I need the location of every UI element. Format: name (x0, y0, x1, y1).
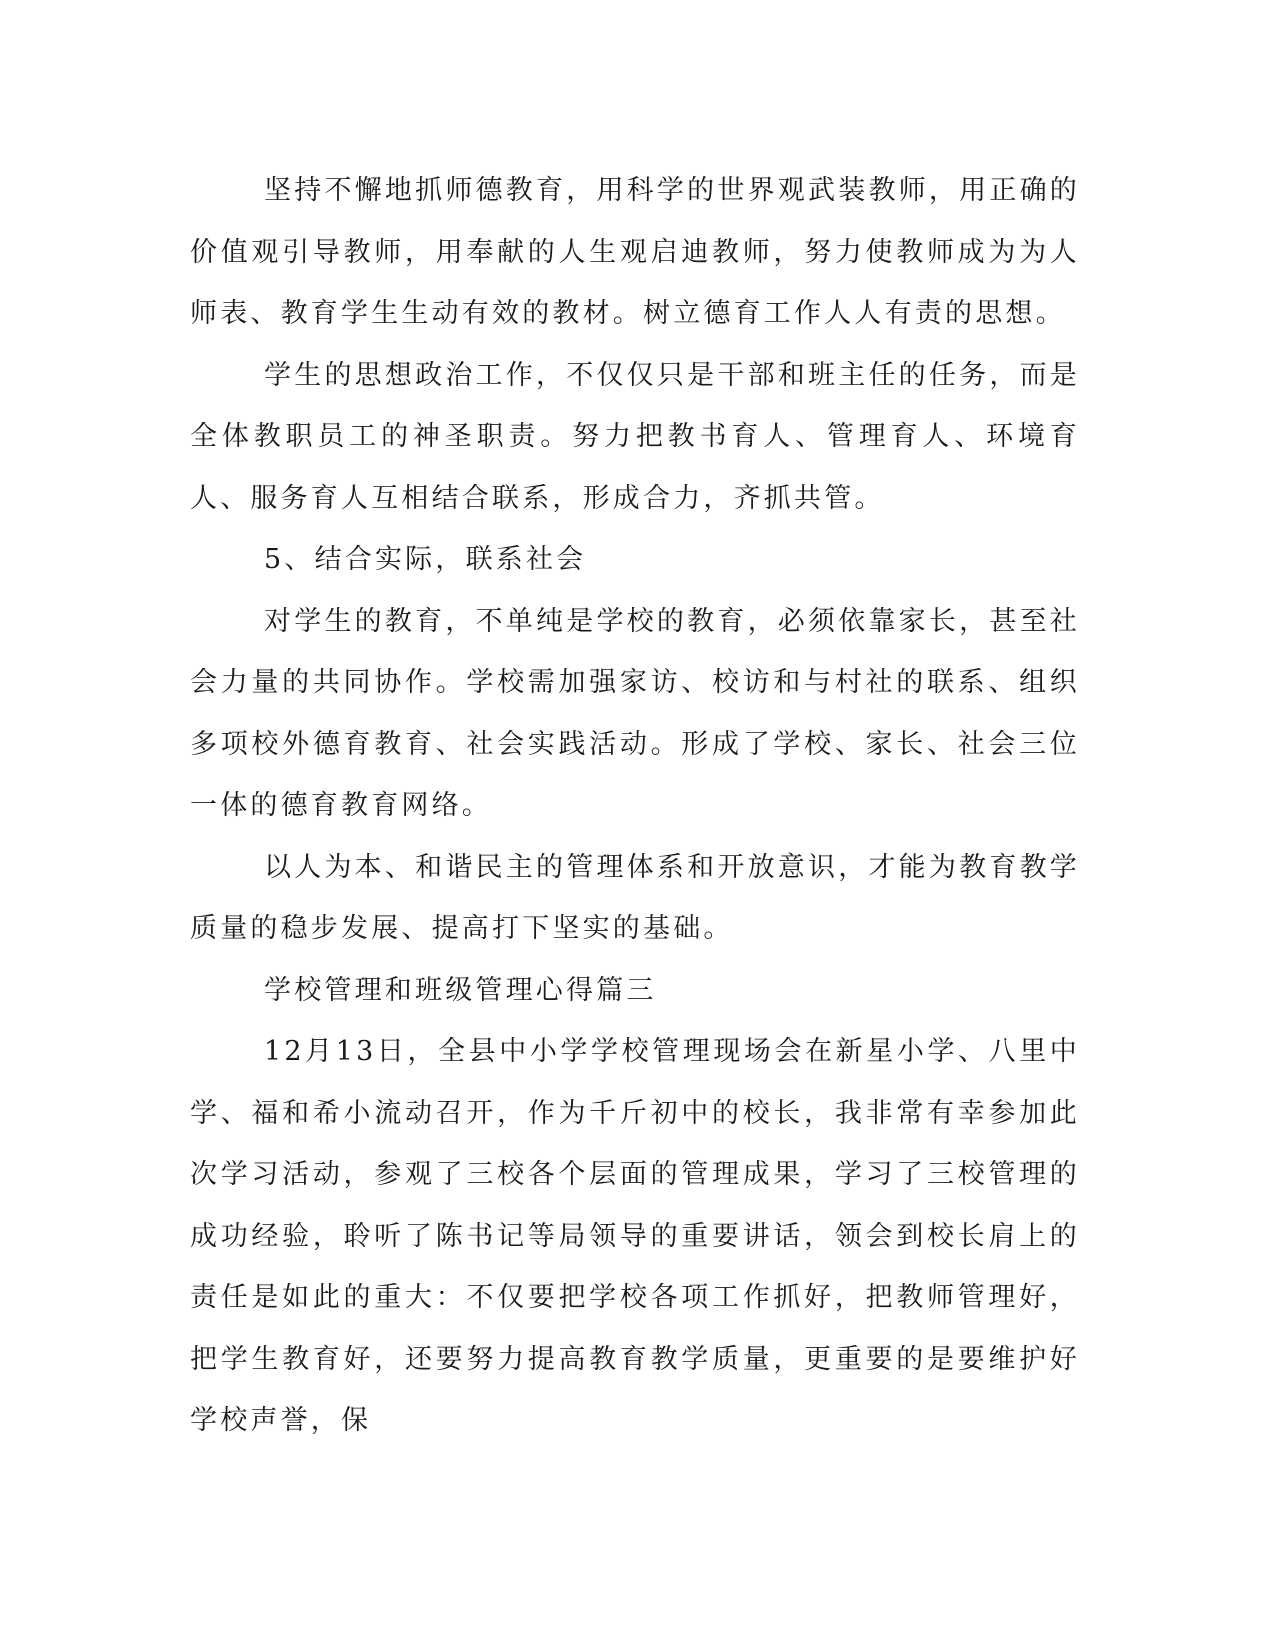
document-body (190, 160, 1080, 1452)
paragraph-political-work: 学生的思想政治工作，不仅仅只是干部和班主任的任务，而是全体教职员工的神圣职责。努力把教书育人、管理育人、环境育人、服务育人互相结合联系，形成合力，齐抓共管。 (190, 359, 1080, 514)
section-heading-part-three: 学校管理和班级管理心得篇三 (264, 974, 657, 1006)
paragraph-people-oriented: 以人为本、和谐民主的管理体系和开放意识，才能为教育教学质量的稳步发展、提高打下坚实的基础。 (190, 851, 1080, 944)
section-heading-practice-society: 5、结合实际，联系社会 (264, 544, 587, 575)
paragraph-meeting-report: 12月13日，全县中小学学校管理现场会在新星小学、八里中学、福和希小流动召开，作为千斤初中的校长，我非常有幸参加此次学习活动，参观了三校各个层面的管理成果，学习了三校管理的成功经验，聆听了陈书记等局领导的重要讲话，领会到校长肩上的责任是如此的重大：不仅要把学校各项工作抓好，把教师管理好，把学生教育好，还要努力提高教育教学质量，更重要的是要维护好学校声誉，保 (190, 1036, 1080, 1436)
paragraph-teacher-ethics: 坚持不懈地抓师德教育，用科学的世界观武装教师，用正确的价值观引导教师，用奉献的人生观启迪教师，努力使教师成为为人师表、教育学生生动有效的教材。树立德育工作人人有责的思想。 (190, 175, 1080, 329)
paragraph-family-society: 对学生的教育，不单纯是学校的教育，必须依靠家长，甚至社会力量的共同协作。学校需加强家访、校访和与村社的联系、组织多项校外德育教育、社会实践活动。形成了学校、家长、社会三位一体的德育教育网络。 (190, 605, 1080, 821)
